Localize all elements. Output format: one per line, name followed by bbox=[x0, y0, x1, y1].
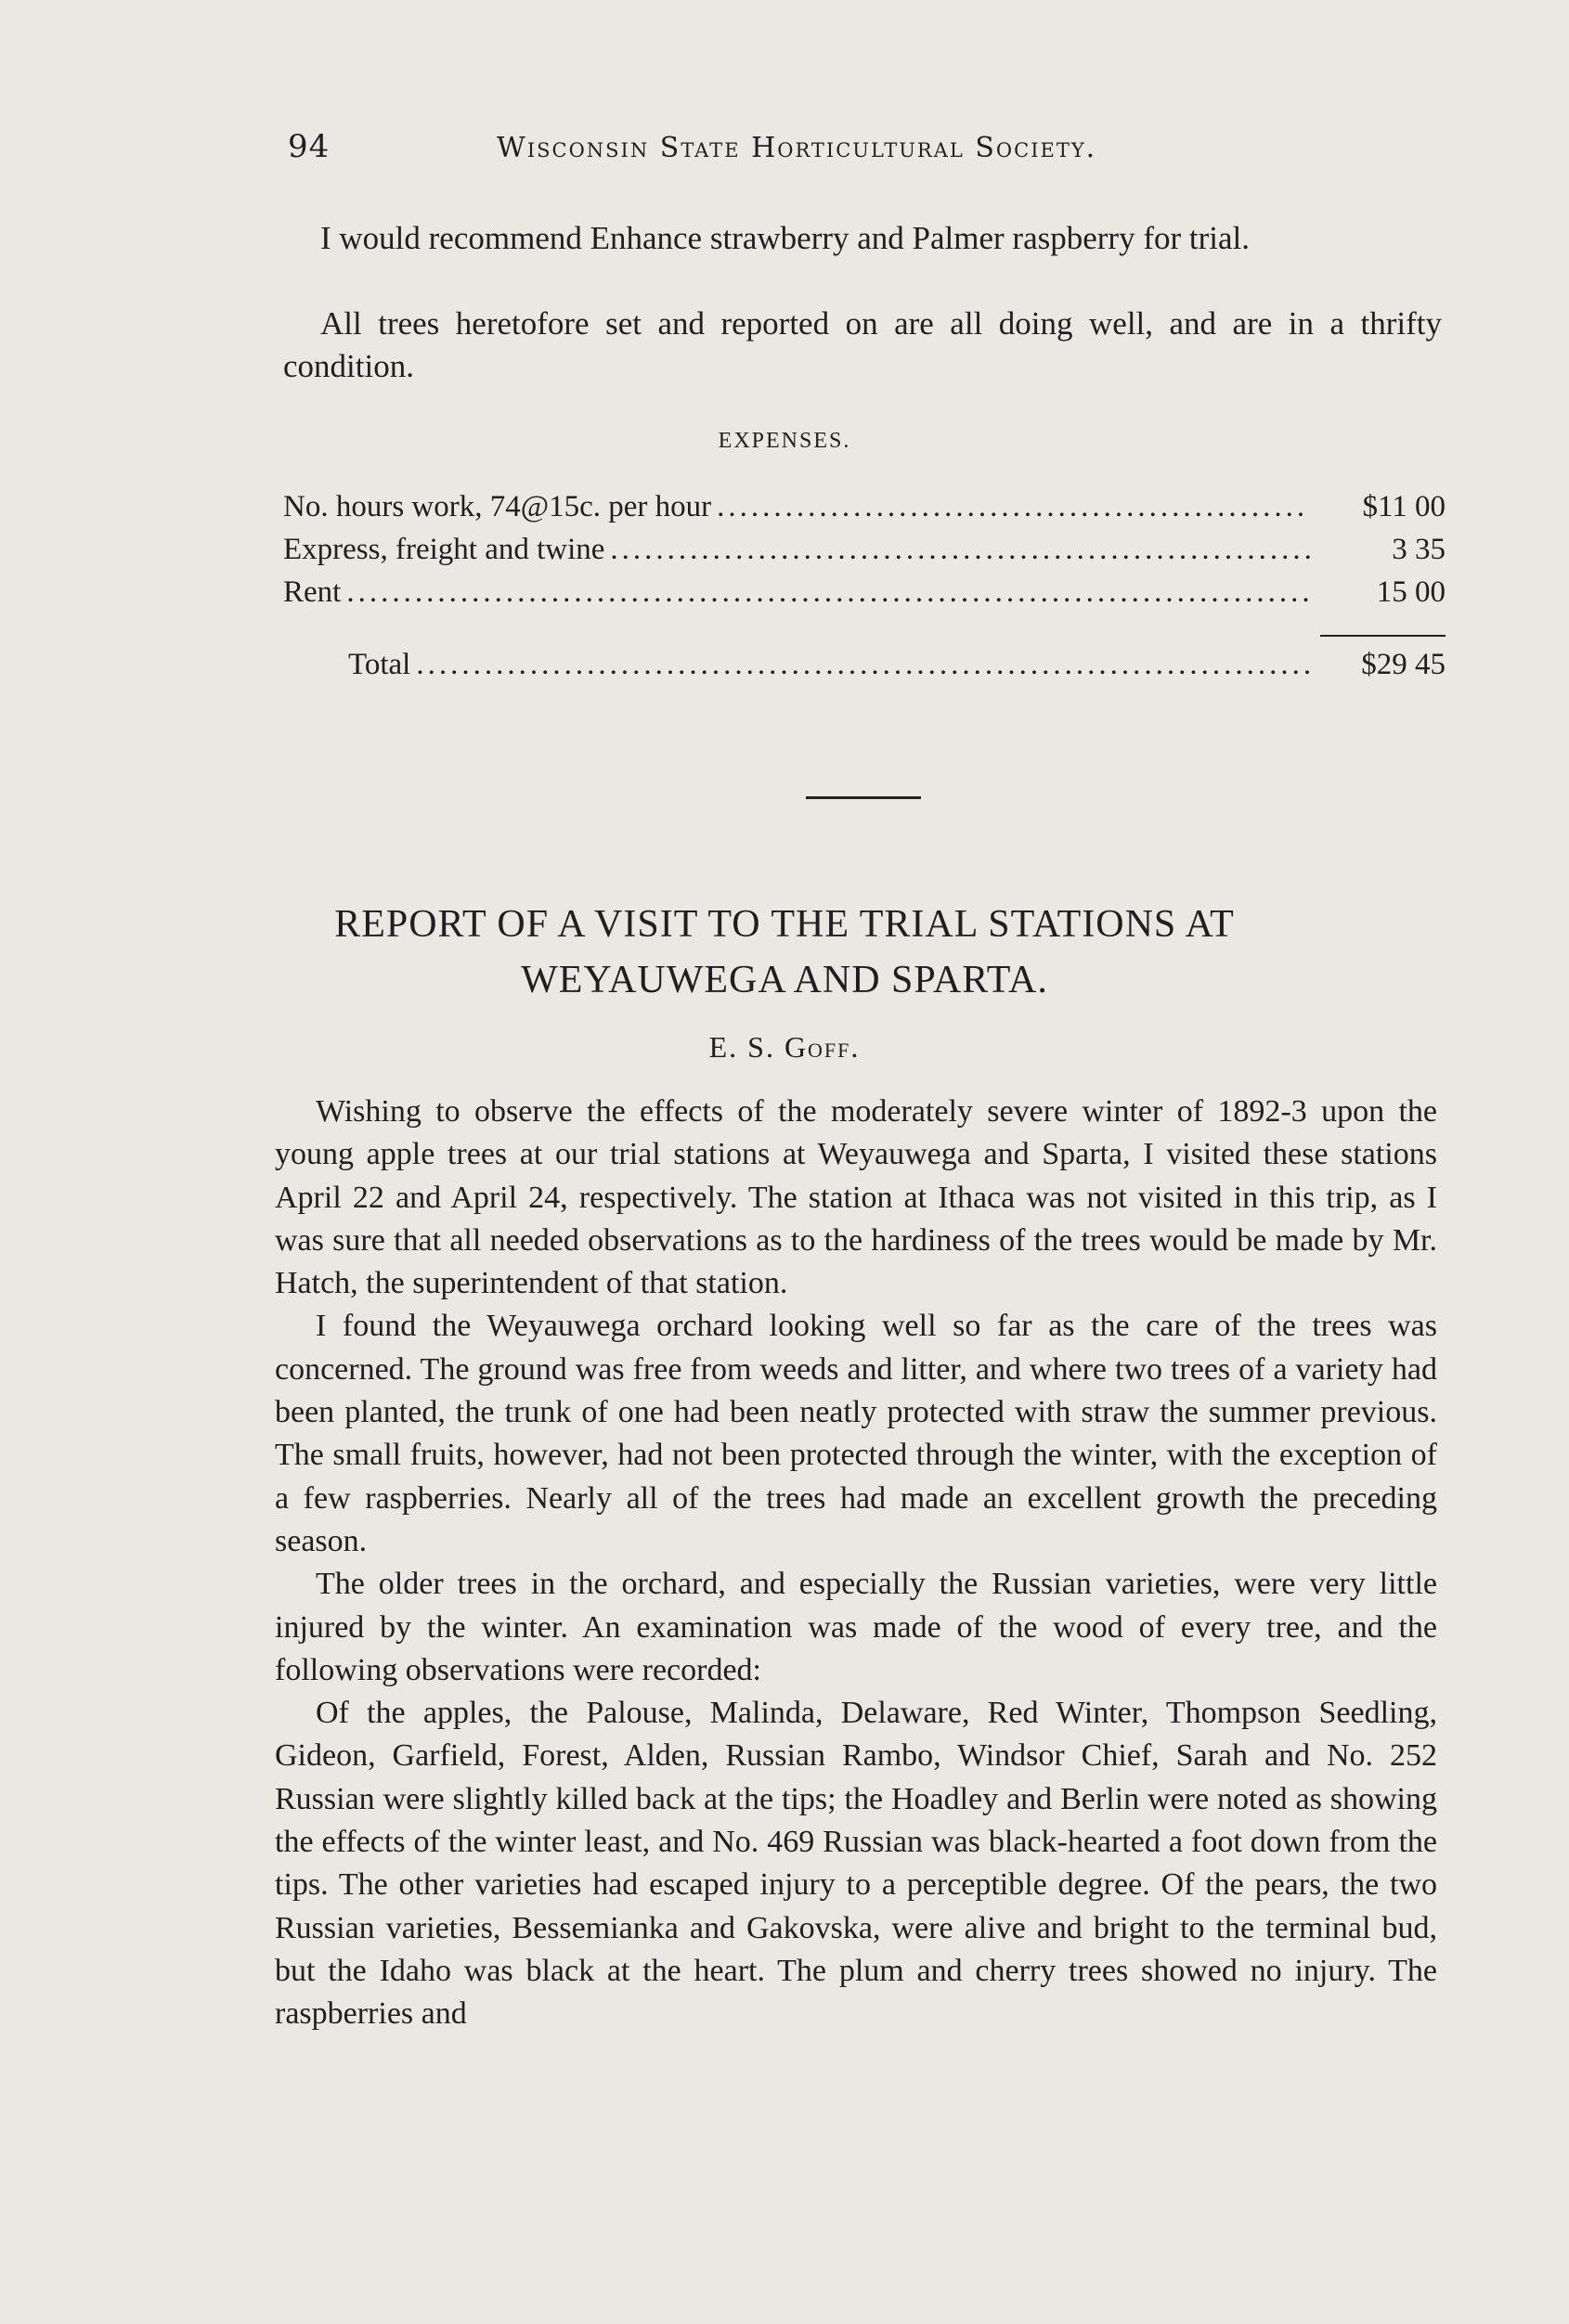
dot-leader bbox=[346, 575, 1310, 610]
body-paragraph: The older trees in the orchard, and especially the Russian varieties, were very little injured by the winter. An examination was made of the wood of every tree, and the following observations were recorded: bbox=[275, 1567, 1437, 1687]
body-paragraph: Of the apples, the Palouse, Malinda, Delaware, Red Winter, Thompson Seedling, Gideon, Garfield, Forest, Alden, Russian Rambo, Windsor Chief, Sarah and No. 252 Russian were slightly killed back at the tips; the Hoadley and Berlin were noted as showing the effects of the winter least, and No. 469 Russian was black-hearted a foot down from the tips. The other varieties had escaped injury to a perceptible degree. Of the pears, the two Russian varieties, Bessemianka and Gakovska, were alive and bright to the terminal bud, but the Idaho was black at the heart. The plum and cherry trees showed no injury. The raspberries and bbox=[275, 1696, 1437, 2032]
section-divider bbox=[806, 796, 921, 799]
total-rule bbox=[1320, 635, 1446, 637]
expense-row bbox=[283, 533, 1446, 575]
dot-leader bbox=[416, 648, 1310, 682]
expense-table bbox=[283, 490, 1446, 691]
intro-paragraph-2: All trees heretofore set and reported on are all doing well, and are in a thrifty condition. bbox=[283, 305, 1442, 384]
total-amount: $29 45 bbox=[1361, 648, 1446, 681]
expense-total-row bbox=[283, 648, 1446, 691]
body-paragraph: Wishing to observe the effects of the moderately severe winter of 1892-3 upon the young apple trees at our trial stations at Weyauwega and Sparta, I visited these stations April 22 and April 24, respectively. The station at Ithaca was not visited in this trip, as I was sure that all needed observations as to the hardiness of the trees would be made by Mr. Hatch, the superintendent of that station. bbox=[275, 1094, 1437, 1301]
report-title-line-2: WEYAUWEGA AND SPARTA. bbox=[521, 959, 1048, 1001]
expense-row bbox=[283, 490, 1446, 533]
expenses-heading: EXPENSES. bbox=[718, 429, 851, 453]
dot-leader bbox=[610, 533, 1310, 567]
intro-paragraph-2-block bbox=[283, 303, 1442, 388]
page-header bbox=[288, 128, 1281, 174]
report-title-line-1: REPORT OF A VISIT TO THE TRIAL STATIONS AT bbox=[334, 903, 1235, 946]
report-title bbox=[0, 897, 1569, 1008]
expense-amount: 3 35 bbox=[1392, 533, 1446, 566]
total-label: Total bbox=[348, 648, 411, 681]
expense-amount: 15 00 bbox=[1376, 575, 1446, 609]
report-body bbox=[275, 1091, 1437, 2036]
expense-label: Express, freight and twine bbox=[283, 533, 605, 566]
dot-leader bbox=[717, 490, 1310, 524]
page-number: 94 bbox=[288, 128, 331, 165]
report-author: E. S. Goff. bbox=[708, 1030, 861, 1064]
intro-paragraph-1-block bbox=[283, 217, 1442, 260]
running-head: Wisconsin State Horticultural Society. bbox=[497, 132, 1097, 164]
body-paragraph: I found the Weyauwega orchard looking well so far as the care of the trees was concerned. The ground was free from weeds and litter, and where two trees of a variety had been planted, the trunk of one had been neatly protected with straw the summer previous. The small fruits, however, had not been protected through the winter, with the exception of a few raspberries. Nearly all of the trees had made an excellent growth the preceding season. bbox=[275, 1309, 1437, 1558]
expense-label: No. hours work, 74@15c. per hour bbox=[283, 490, 712, 523]
intro-paragraph-1: I would recommend Enhance strawberry and Palmer raspberry for trial. bbox=[320, 220, 1251, 256]
expense-label: Rent bbox=[283, 575, 342, 609]
expense-amount: $11 00 bbox=[1362, 490, 1446, 523]
expense-row bbox=[283, 575, 1446, 618]
